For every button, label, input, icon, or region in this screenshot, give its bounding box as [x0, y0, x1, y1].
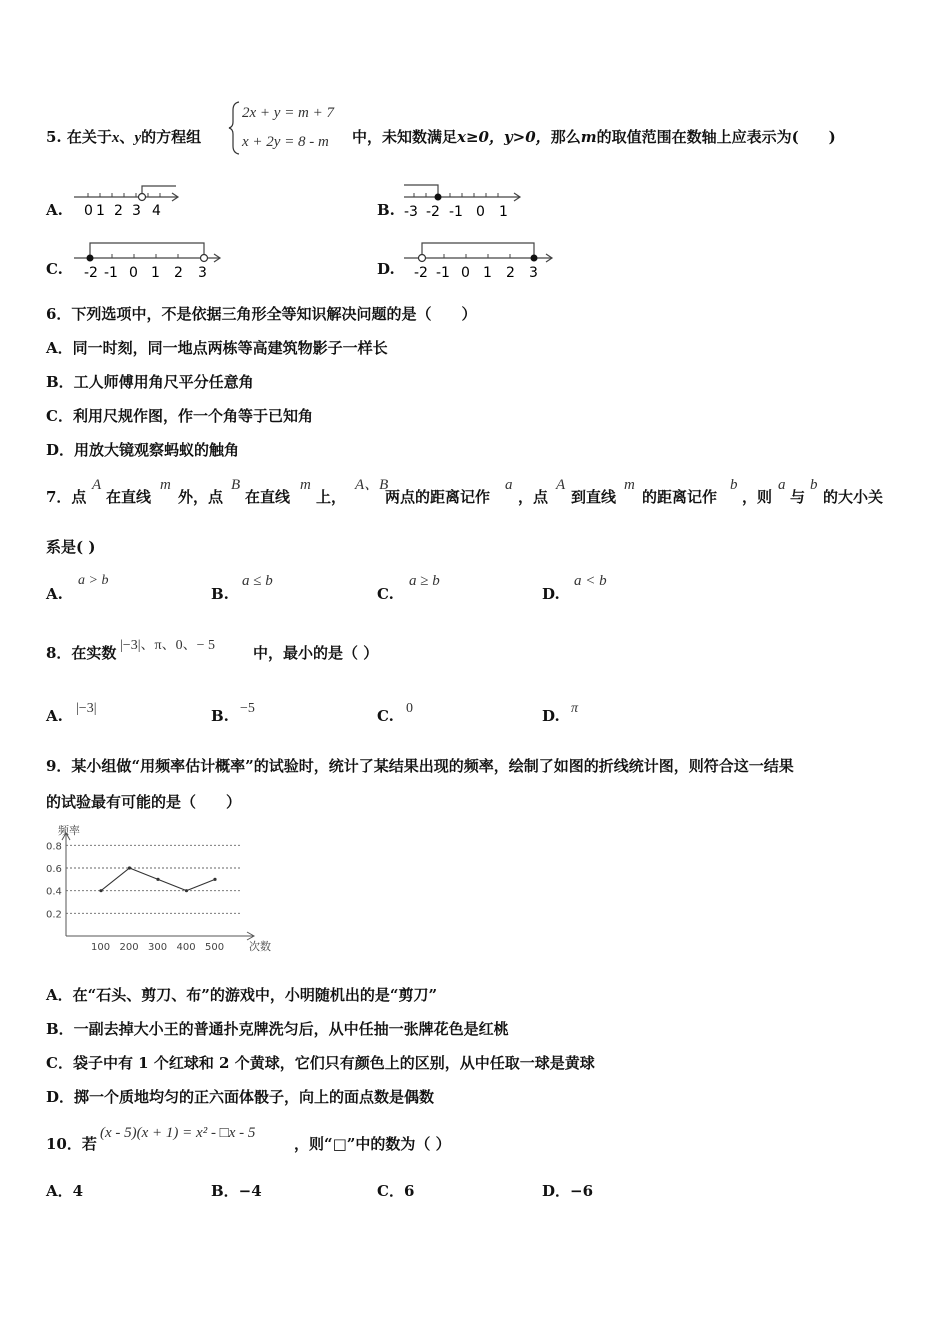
chart-y-tick-label: 0.6	[46, 864, 62, 875]
q7-line-m: m	[160, 477, 171, 493]
chart-x-tick-label: 400	[176, 942, 196, 953]
q5-option-c-numberline	[70, 238, 230, 282]
q5a-tick-4: 4	[152, 203, 161, 219]
q5c-tick-0: -2	[84, 265, 98, 281]
q5-option-d-label: D.	[377, 260, 395, 278]
q10-option-a: A．4	[46, 1182, 84, 1200]
q7-var-a-2: a	[778, 477, 786, 493]
q10-stem-post: ，则“□”中的数为（ ）	[294, 1135, 451, 1153]
q6-stem: 6．下列选项中，不是依据三角形全等知识解决问题的是（ ）	[46, 305, 477, 323]
q7-option-a-expr: a > b	[78, 573, 109, 588]
q6-option-d: D．用放大镜观察蚂蚁的触角	[46, 441, 240, 459]
q7-option-b-label: B.	[211, 585, 229, 603]
q7-var-b: b	[730, 477, 738, 493]
q5c-tick-1: -1	[104, 265, 118, 281]
q9-option-c: C．袋子中有 1 个红球和 2 个黄球，它们只有颜色上的区别，从中任取一球是黄球	[46, 1054, 595, 1072]
q5a-tick-3: 3	[132, 203, 141, 219]
q7-text-6: 两点的距离记作	[385, 488, 491, 506]
q5a-tick-2: 2	[114, 203, 123, 219]
q5d-tick-4: 2	[506, 265, 515, 281]
q7-point-a-2: A	[556, 477, 566, 493]
q8-option-c-label: C.	[377, 707, 394, 725]
q5d-tick-2: 0	[461, 265, 470, 281]
q7-option-d-expr: a < b	[574, 573, 607, 589]
q8-option-d-label: D.	[542, 707, 560, 725]
chart-x-tick-label: 300	[148, 942, 168, 953]
q7-text-4: 在直线	[245, 488, 291, 506]
q6-option-a: A．同一时刻，同一地点两栋等高建筑物影子一样长	[46, 339, 388, 357]
q7-option-a-label: A.	[46, 585, 63, 603]
q10-option-b: B．−4	[211, 1182, 262, 1200]
q5-option-c-label: C.	[46, 260, 63, 278]
q7-line-m-3: m	[624, 477, 635, 493]
q9-option-a: A．在“石头、剪刀、布”的游戏中，小明随机出的是“剪刀”	[46, 986, 438, 1004]
q5c-tick-4: 2	[174, 265, 183, 281]
q8-option-d-expr: π	[571, 701, 579, 716]
q5b-tick-0: -3	[404, 204, 418, 220]
q5-option-d-numberline	[400, 238, 560, 282]
chart-data-point	[99, 889, 102, 892]
q5c-tick-2: 0	[129, 265, 138, 281]
q7-text-8: 到直线	[571, 488, 617, 506]
q5b-tick-4: 1	[499, 204, 508, 220]
chart-data-point	[213, 878, 216, 881]
q10-option-d: D．−6	[542, 1182, 594, 1200]
frequency-line-chart	[44, 824, 276, 956]
q8-option-c-expr: 0	[406, 701, 413, 716]
chart-x-tick-label: 100	[91, 942, 111, 953]
q7-text-10: ，则	[742, 488, 773, 506]
chart-x-label: 次数	[249, 940, 271, 953]
q5-option-a-numberline	[70, 183, 185, 223]
q5b-tick-1: -2	[426, 204, 440, 220]
q5c-tick-3: 1	[151, 265, 160, 281]
chart-y-tick-label: 0.4	[46, 886, 62, 898]
q5-option-b-numberline	[400, 181, 530, 223]
q8-stem-pre: 8．在实数	[46, 644, 117, 662]
q10-expression: (x - 5)(x + 1) = x² - □x - 5	[100, 1125, 256, 1141]
q7-line-m-2: m	[300, 477, 311, 493]
q7-text-11: 与	[790, 488, 806, 506]
q7-text-2: 在直线	[106, 488, 152, 506]
q5a-tick-0: 0	[84, 203, 93, 219]
chart-x-tick-label: 200	[119, 942, 139, 953]
q5b-tick-2: -1	[449, 204, 463, 220]
q7-points-ab: A、B	[355, 477, 389, 493]
q5-stem-post: 中，未知数满足x≥0，y>0，那么m的取值范围在数轴上应表示为( )	[352, 128, 836, 146]
q7-text-3: 外，点	[178, 488, 224, 506]
q5c-tick-5: 3	[198, 265, 207, 281]
q5a-tick-1: 1	[96, 203, 105, 219]
q8-option-a-label: A.	[46, 707, 63, 725]
q5-option-a-label: A.	[46, 201, 63, 219]
q10-option-c: C．6	[377, 1182, 415, 1200]
q7-text-7: ，点	[518, 488, 549, 506]
q7-point-a: A	[92, 477, 102, 493]
q5d-tick-0: -2	[414, 265, 428, 281]
q7-var-a: a	[505, 477, 513, 493]
chart-y-label: 频率	[58, 824, 80, 837]
q5d-tick-5: 3	[529, 265, 538, 281]
q5-brace	[228, 100, 242, 156]
q9-stem-line-1: 9．某小组做“用频率估计概率”的试验时，统计了某结果出现的频率，绘制了如图的折线统计图，则符合这一结果	[46, 757, 794, 775]
q5-stem-pre: 5. 在关于x、y的方程组	[46, 128, 202, 146]
q5d-tick-3: 1	[483, 265, 492, 281]
chart-data-point	[128, 866, 131, 869]
q5b-tick-3: 0	[476, 204, 485, 220]
q7-var-b-2: b	[810, 477, 818, 493]
q9-option-d: D．掷一个质地均匀的正六面体骰子，向上的面点数是偶数	[46, 1088, 435, 1106]
q9-option-b: B．一副去掉大小王的普通扑克牌洗匀后，从中任抽一张牌花色是红桃	[46, 1020, 509, 1038]
q7-stem-line-2: 系是( )	[46, 538, 96, 556]
q8-stem-post: 中，最小的是（ ）	[253, 644, 379, 662]
q7-text-5: 上，	[316, 488, 347, 506]
q6-option-b: B．工人师傅用角尺平分任意角	[46, 373, 254, 391]
q8-option-b-label: B.	[211, 707, 229, 725]
q9-stem-line-2: 的试验最有可能的是（ ）	[46, 793, 242, 811]
q7-text-9: 的距离记作	[642, 488, 718, 506]
q7-option-b-expr: a ≤ b	[242, 573, 273, 589]
chart-data-point	[185, 889, 188, 892]
q5-equation-1: 2x + y = m + 7	[242, 105, 335, 121]
q7-option-c-label: C.	[377, 585, 394, 603]
q10-stem-pre: 10．若	[46, 1135, 97, 1153]
q7-option-c-expr: a ≥ b	[409, 573, 440, 589]
chart-data-point	[156, 878, 159, 881]
q7-text-1: 7．点	[46, 488, 87, 506]
q5-equation-2: x + 2y = 8 - m	[242, 134, 329, 150]
q7-option-d-label: D.	[542, 585, 560, 603]
q7-text-12: 的大小关	[823, 488, 884, 506]
q5-option-b-label: B.	[377, 201, 395, 219]
q7-point-b: B	[231, 477, 241, 493]
q8-option-b-expr: −5	[240, 701, 255, 716]
q8-option-a-expr: |−3|	[76, 701, 97, 716]
chart-y-tick-label: 0.2	[46, 909, 62, 921]
q6-option-c: C．利用尺规作图，作一个角等于已知角	[46, 407, 313, 425]
chart-x-tick-label: 500	[205, 942, 225, 953]
q8-number-list: |−3|、π、0、− 5	[120, 638, 215, 653]
q5d-tick-1: -1	[436, 265, 450, 281]
chart-y-tick-label: 0.8	[46, 841, 62, 853]
